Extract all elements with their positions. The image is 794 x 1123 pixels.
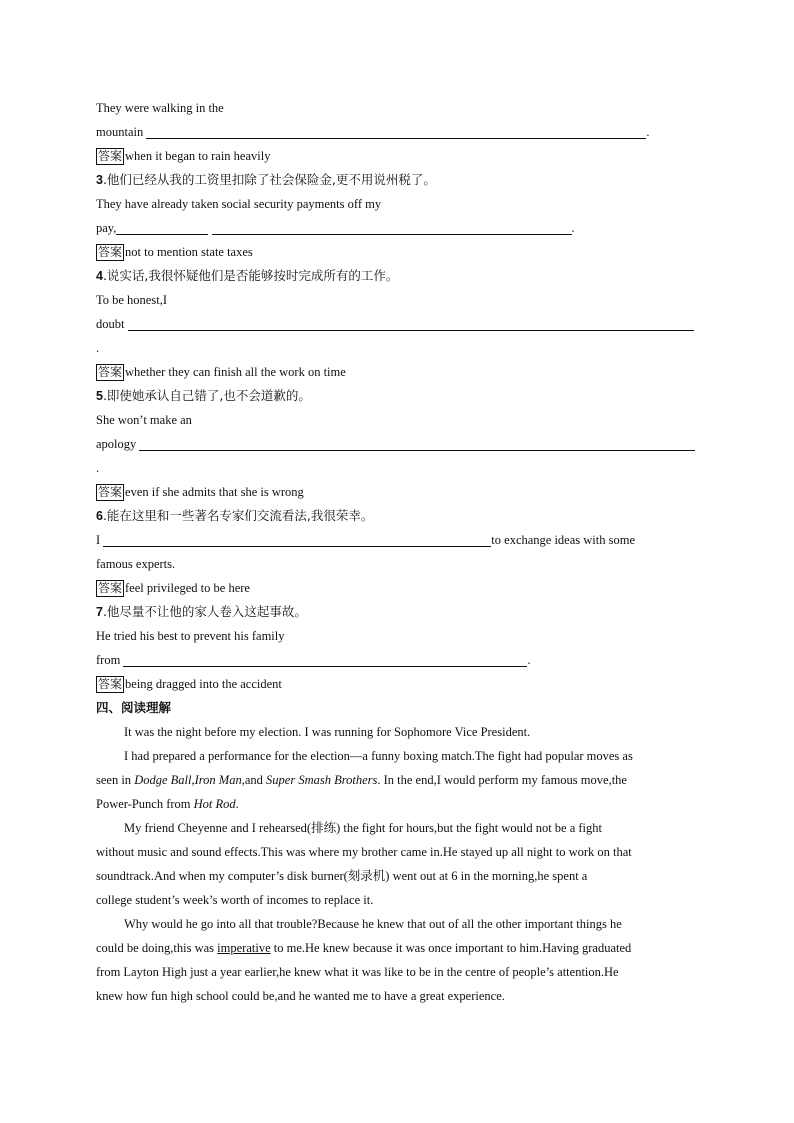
period: .: [646, 125, 650, 139]
item-4-chinese: [96, 264, 700, 288]
reading-paragraph-4-line-4: [96, 984, 700, 1008]
game-title: Super Smash Brothers: [266, 773, 378, 787]
movie-title: Dodge Ball: [134, 773, 192, 787]
item-7-chinese: [96, 600, 700, 624]
item-6-answer: [96, 576, 700, 600]
answer-badge: 答案: [98, 581, 123, 595]
sentence-text: famous experts.: [96, 557, 176, 571]
paragraph-text: ,and: [241, 773, 267, 787]
item-7-english-line-1: [96, 624, 700, 648]
answer-text: not to mention state taxes: [125, 245, 253, 259]
reading-paragraph-1: [96, 720, 700, 744]
sentence-text: apology: [96, 437, 137, 451]
sentence-text: He tried his best to prevent his family: [96, 629, 285, 643]
paragraph-text: It was the night before my election. I was running for Sophomore Vice President.: [124, 725, 531, 739]
answer-blank: [212, 219, 572, 235]
item-5-answer: [96, 480, 700, 504]
reading-paragraph-2-line-2: [96, 768, 700, 792]
section-title: 四、阅读理解: [96, 700, 172, 715]
item-6-english-line-1: [96, 528, 700, 552]
item-3-answer: [96, 240, 700, 264]
sentence-text: mountain: [96, 125, 144, 139]
movie-title: Iron Man: [194, 773, 242, 787]
item-4-period-line: [96, 336, 700, 360]
item-5-english-line-2: [96, 432, 700, 456]
paragraph-text: .: [235, 797, 239, 811]
paragraph-text: My friend Cheyenne and I rehearsed(排练) the fight for hours,but the fight would not be a fight: [124, 821, 602, 835]
period: .: [96, 461, 100, 475]
sentence-text: doubt: [96, 317, 125, 331]
item-3-chinese: [96, 168, 700, 192]
answer-badge: 答案: [98, 365, 123, 379]
paragraph-text: from Layton High just a year earlier,he knew what it was like to be in the centre of people’s attention.He: [96, 965, 619, 979]
paragraph-text: Why would he go into all that trouble?Because he knew that out of all the other important things he: [124, 917, 622, 931]
item-3-english-line-1: [96, 192, 700, 216]
period: .: [96, 341, 100, 355]
answer-badge: 答案: [98, 245, 123, 259]
reading-paragraph-3-line-2: [96, 840, 700, 864]
answer-blank: [103, 531, 491, 547]
item-5-english-line-1: [96, 408, 700, 432]
paragraph-text: ,: [191, 773, 195, 787]
sentence-text: from: [96, 653, 121, 667]
item-number: 6: [96, 509, 103, 523]
reading-paragraph-4-line-3: [96, 960, 700, 984]
underlined-word: imperative: [217, 941, 271, 955]
chinese-prompt: .他尽量不让他的家人卷入这起事故。: [102, 604, 307, 619]
reading-paragraph-3-line-1: [96, 816, 700, 840]
sentence-text: pay,: [96, 221, 117, 235]
item-2-answer: [96, 144, 700, 168]
answer-text: even if she admits that she is wrong: [125, 485, 304, 499]
sentence-text: To be honest,I: [96, 293, 167, 307]
answer-blank: [128, 315, 694, 331]
sentence-text: They were walking in the: [96, 101, 224, 115]
sentence-text: They have already taken social security payments off my: [96, 197, 382, 211]
item-5-chinese: [96, 384, 700, 408]
item-3-english-line-2: [96, 216, 700, 240]
item-number: 3: [96, 173, 103, 187]
answer-badge: 答案: [98, 149, 123, 163]
answer-blank: [139, 435, 695, 451]
chinese-prompt: .即使她承认自己错了,也不会道歉的。: [102, 388, 311, 403]
item-4-english-line-2: [96, 312, 700, 336]
reading-paragraph-4-line-2: [96, 936, 700, 960]
paragraph-text: without music and sound effects.This was where my brother came in.He stayed up all night to work on that: [96, 845, 632, 859]
item-4-answer: [96, 360, 700, 384]
sentence-text: to exchange ideas with some: [491, 533, 636, 547]
answer-text: feel privileged to be here: [125, 581, 250, 595]
chinese-prompt: .他们已经从我的工资里扣除了社会保险金,更不用说州税了。: [102, 172, 436, 187]
item-2-english-line-1: [96, 96, 700, 120]
item-number: 5: [96, 389, 103, 403]
paragraph-text: knew how fun high school could be,and he wanted me to have a great experience.: [96, 989, 505, 1003]
document-body: [96, 96, 700, 1008]
section-heading: [96, 696, 700, 720]
reading-paragraph-4-line-1: [96, 912, 700, 936]
answer-blank: [146, 123, 646, 139]
reading-paragraph-2-line-1: [96, 744, 700, 768]
paragraph-text: college student’s week’s worth of incomes to replace it.: [96, 893, 374, 907]
item-number: 7: [96, 605, 103, 619]
answer-blank: [116, 219, 208, 235]
answer-badge: 答案: [98, 485, 123, 499]
paragraph-text: seen in: [96, 773, 135, 787]
reading-paragraph-3-line-3: [96, 864, 700, 888]
paragraph-text: . In the end,I would perform my famous move,the: [377, 773, 627, 787]
item-4-english-line-1: [96, 288, 700, 312]
item-7-answer: [96, 672, 700, 696]
item-7-english-line-2: [96, 648, 700, 672]
item-6-chinese: [96, 504, 700, 528]
paragraph-text: could be doing,this was: [96, 941, 218, 955]
paragraph-text: I had prepared a performance for the election—a funny boxing match.The fight had popular moves as: [124, 749, 633, 763]
item-2-english-line-2: [96, 120, 700, 144]
answer-text: when it began to rain heavily: [125, 149, 271, 163]
period: .: [571, 221, 575, 235]
item-6-english-line-2: [96, 552, 700, 576]
answer-blank: [123, 651, 527, 667]
sentence-text: She won’t make an: [96, 413, 192, 427]
reading-paragraph-3-line-4: [96, 888, 700, 912]
answer-text: being dragged into the accident: [125, 677, 282, 691]
paragraph-text: to me.He knew because it was once important to him.Having graduated: [270, 941, 632, 955]
paragraph-text: soundtrack.And when my computer’s disk burner(刻录机) went out at 6 in the morning,he spent a: [96, 869, 588, 883]
reading-paragraph-2-line-3: [96, 792, 700, 816]
movie-title: Hot Rod: [193, 797, 236, 811]
paragraph-text: Power-Punch from: [96, 797, 194, 811]
answer-text: whether they can finish all the work on time: [125, 365, 346, 379]
chinese-prompt: .能在这里和一些著名专家们交流看法,我很荣幸。: [102, 508, 374, 523]
item-number: 4: [96, 269, 103, 283]
chinese-prompt: .说实话,我很怀疑他们是否能够按时完成所有的工作。: [102, 268, 399, 283]
answer-badge: 答案: [98, 677, 123, 691]
period: .: [527, 653, 531, 667]
item-5-period-line: [96, 456, 700, 480]
sentence-text: I: [96, 533, 101, 547]
